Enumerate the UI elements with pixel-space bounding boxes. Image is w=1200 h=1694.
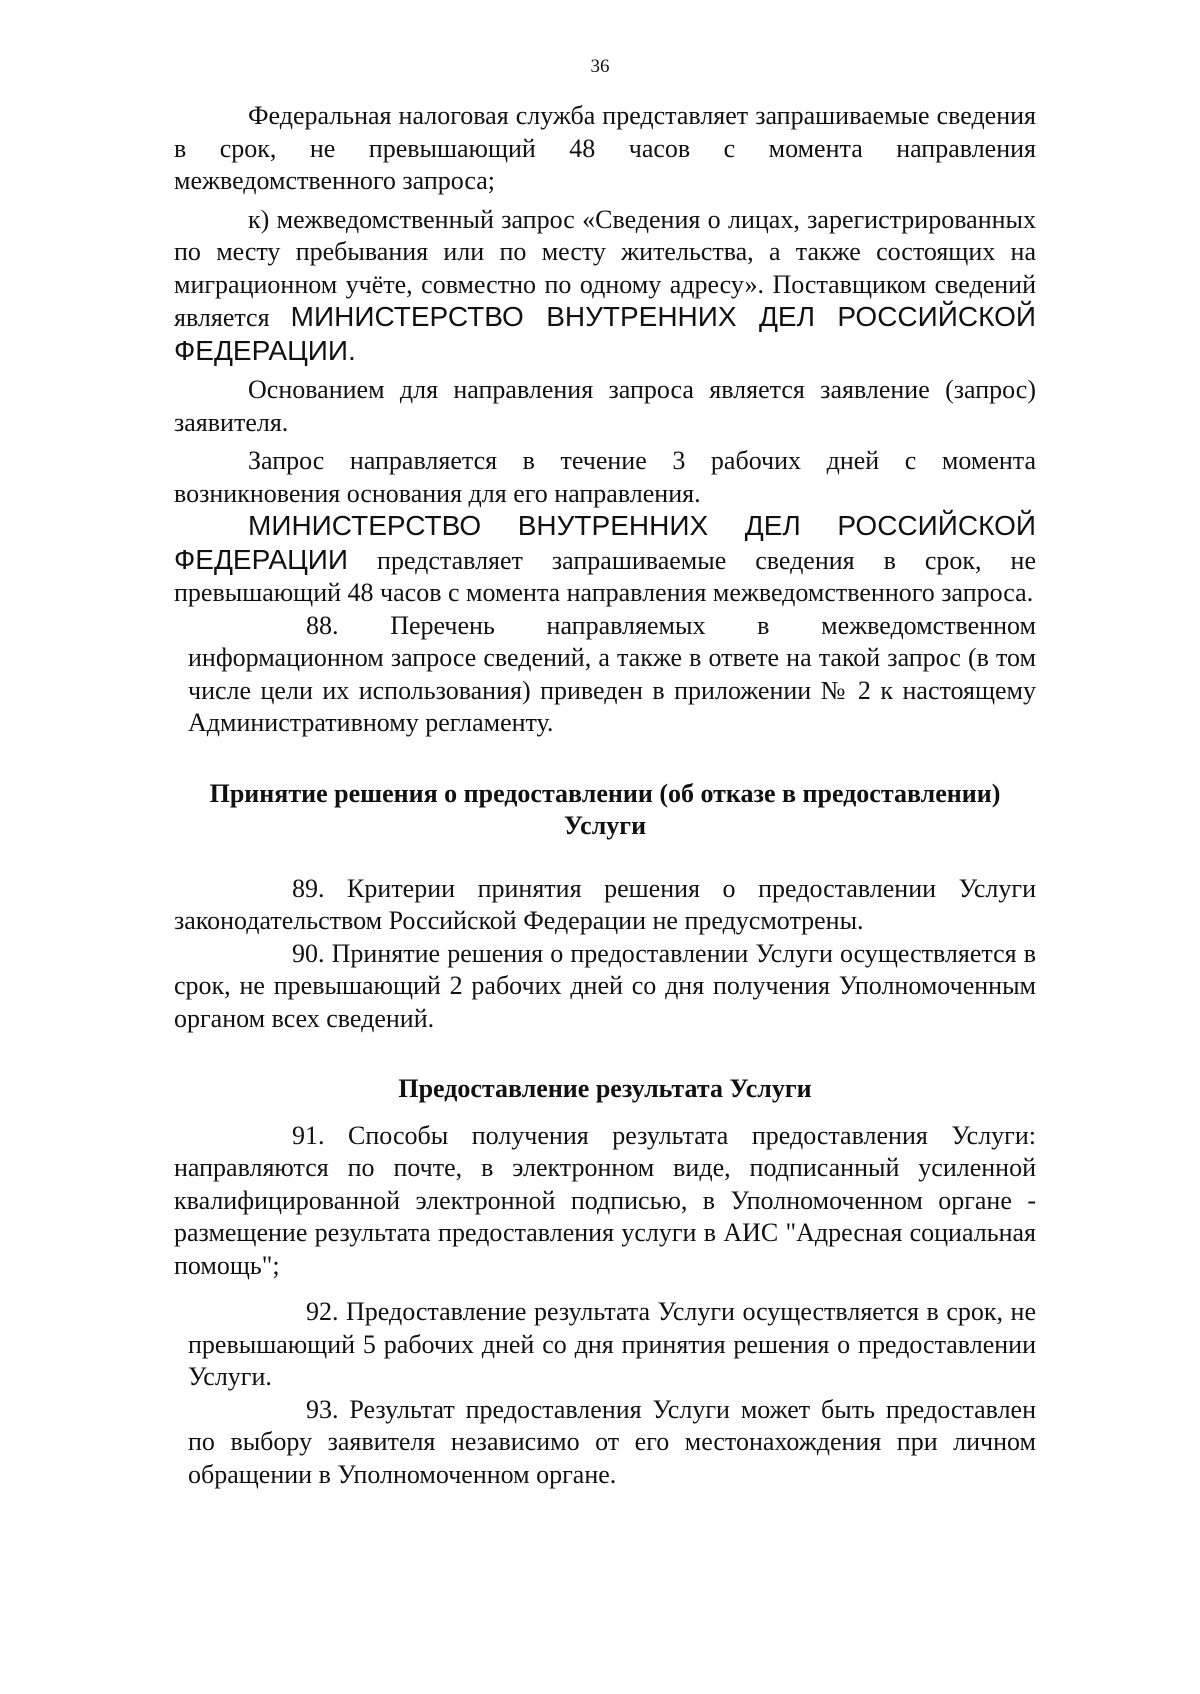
paragraph-92: 92. Предоставление результата Услуги осуществляется в срок, не превышающий 5 рабочих дней со дня принятия решения о предоставлении Услуги. <box>188 1297 1036 1391</box>
mvd-response-text: представляет запрашиваемые сведения в срок, не превышающий 48 часов с момента направления межведомственного запроса. <box>174 545 1037 607</box>
document-body <box>174 100 1036 1491</box>
paragraph-91: 91. Способы получения результата предоставления Услуги: направляются по почте, в электронном виде, подписанный усиленной квалифицированной электронной подписью, в Уполномоченном органе - размещение результата предоставления услуги в АИС "Адресная социальная помощь"; <box>174 1120 1036 1280</box>
section-heading-result: Предоставление результата Услуги <box>398 1074 812 1103</box>
paragraph-90: 90. Принятие решения о предоставлении Услуги осуществляется в срок, не превышающий 2 рабочих дней со дня получения Уполномоченным органом всех сведений. <box>174 938 1036 1033</box>
paragraph-fns-response: Федеральная налоговая служба представляет запрашиваемые сведения в срок, не превышающий 48 часов с момента направления межведомственного запроса; <box>174 101 1036 195</box>
supplier-name: МИНИСТЕРСТВО ВНУТРЕННИХ ДЕЛ РОССИЙСКОЙ ФЕДЕРАЦИИ. <box>174 301 1037 366</box>
paragraph-request-basis: Основанием для направления запроса является заявление (запрос) заявителя. <box>174 375 1036 437</box>
request-k-text: к) межведомственный запрос «Сведения о лицах, зарегистрированных по месту пребывания или по месту жительства, а также состоящих на миграционном учёте, совместно по одному адресу». Поставщиком сведений является <box>174 204 1036 332</box>
paragraph-93: 93. Результат предоставления Услуги может быть предоставлен по выбору заявителя независимо от его местонахождения при личном обращении в Уполномоченном органе. <box>188 1394 1036 1489</box>
paragraph-mvd-response <box>174 510 1036 610</box>
mvd-name: МИНИСТЕРСТВО ВНУТРЕННИХ ДЕЛ РОССИЙСКОЙ ФЕДЕРАЦИИ <box>174 510 1036 575</box>
page-number: 36 <box>590 56 610 77</box>
section-heading-decision: Принятие решения о предоставлении (об отказе в предоставлении) Услуги <box>209 778 1001 840</box>
paragraph-88: 88. Перечень направляемых в межведомственном информационном запросе сведений, а также в ответе на такой запрос (в том числе цели их использования) приведен в приложении № 2 к настоящему Административному регламенту. <box>188 610 1036 737</box>
paragraph-request-timing: Запрос направляется в течение 3 рабочих дней с момента возникновения основания для его направления. <box>174 446 1036 508</box>
paragraph-89: 89. Критерии принятия решения о предоставлении Услуги законодательством Российской Федерации не предусмотрены. <box>174 873 1036 935</box>
paragraph-interagency-request-k <box>174 204 1036 369</box>
